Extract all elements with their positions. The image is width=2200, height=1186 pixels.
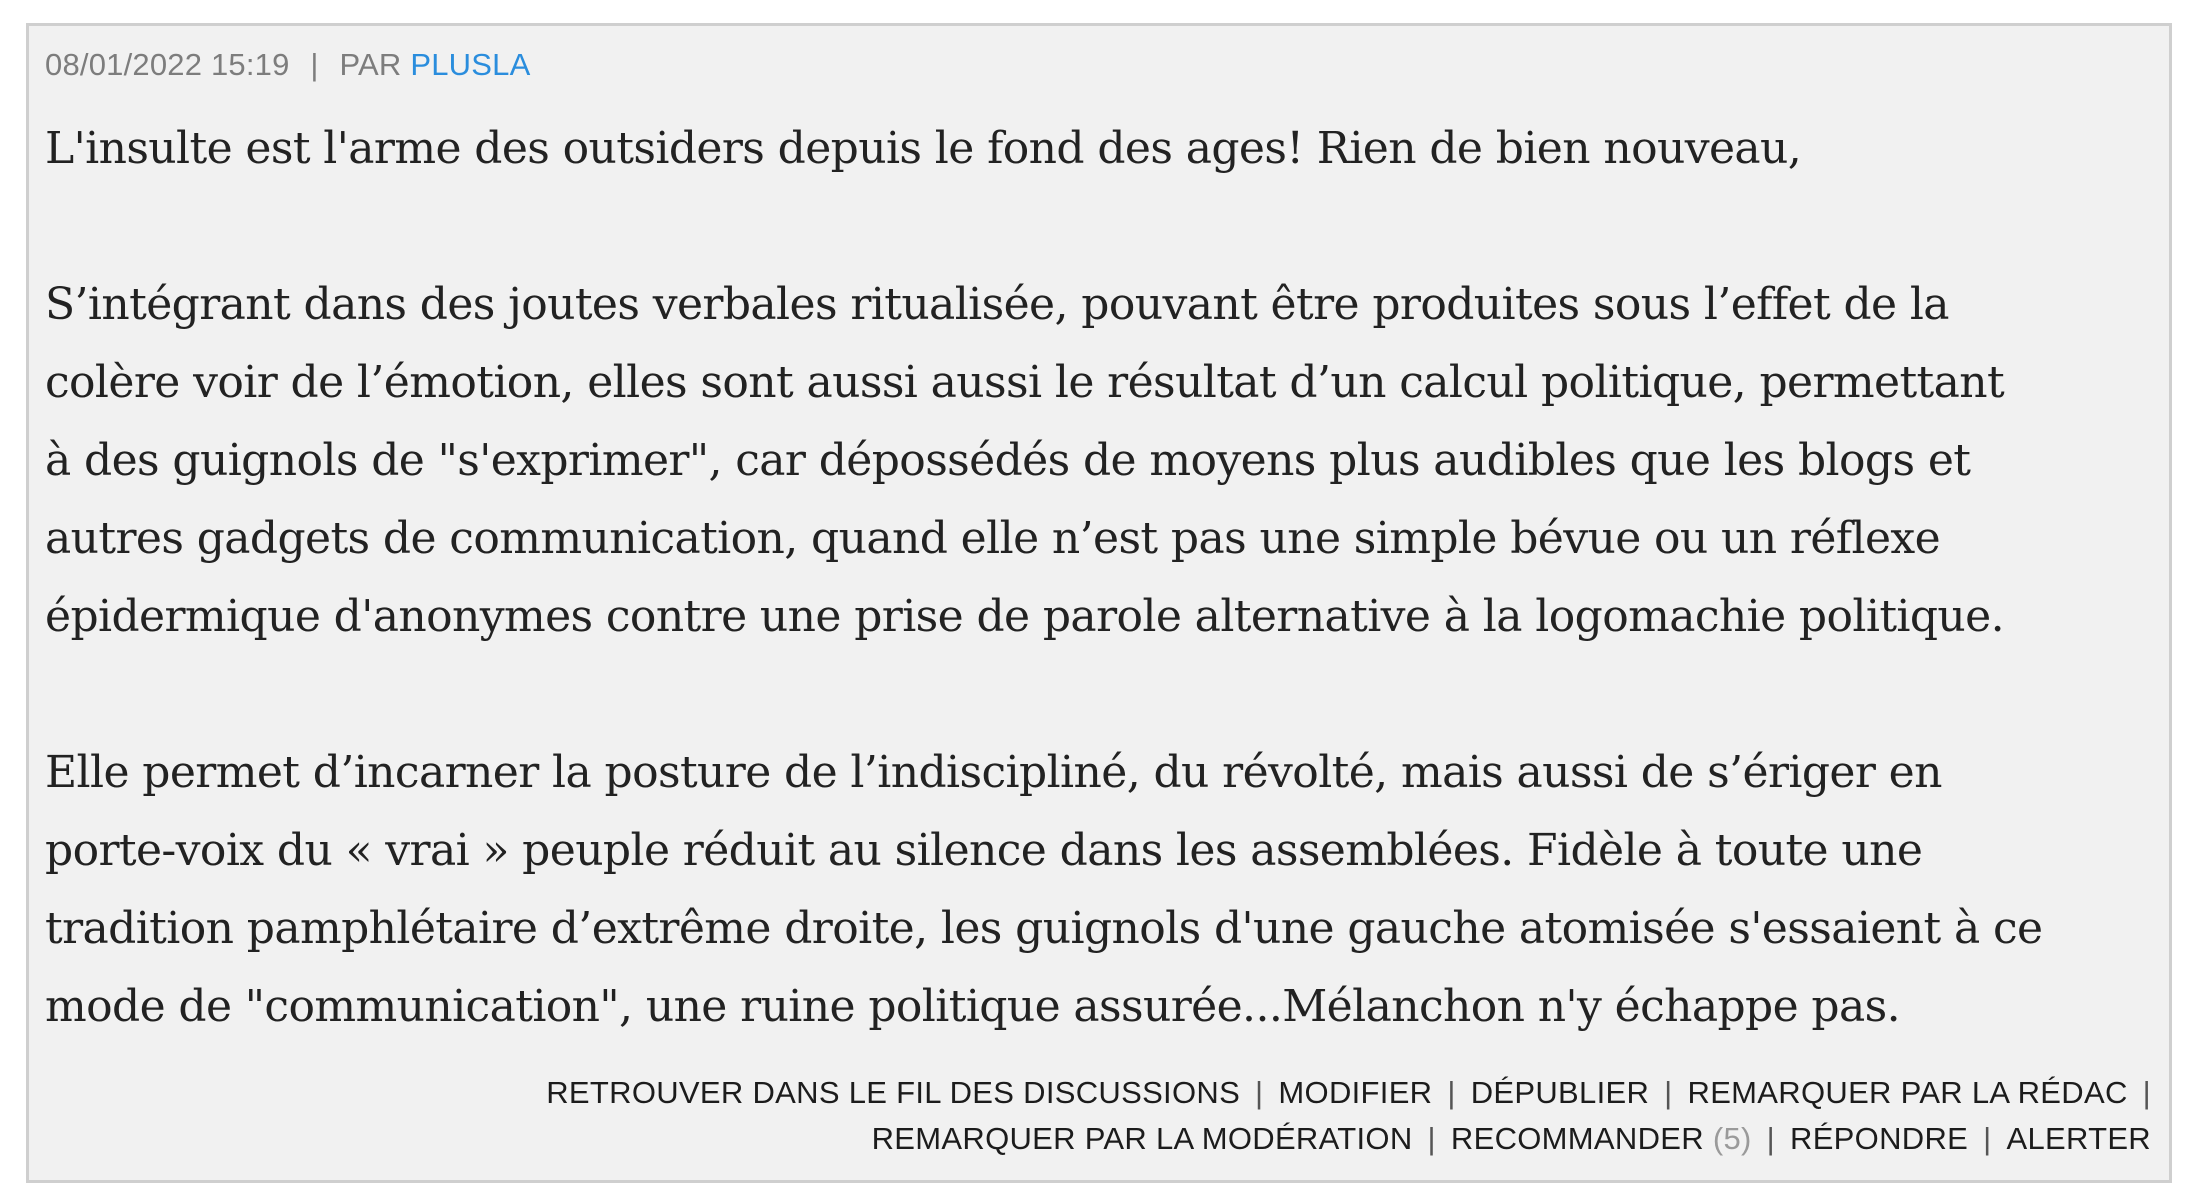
modifier-link[interactable]: MODIFIER bbox=[1278, 1075, 1433, 1110]
comment-body bbox=[45, 110, 2155, 1046]
paragraph-2-line-3: à des guignols de "s'exprimer", car dépossédés de moyens plus audibles que les blogs et bbox=[45, 435, 1971, 486]
meta-separator: | bbox=[310, 47, 319, 82]
action-separator: | bbox=[1255, 1075, 1264, 1110]
recommander-label: RECOMMANDER bbox=[1450, 1121, 1704, 1156]
repondre-link[interactable]: RÉPONDRE bbox=[1790, 1121, 1969, 1156]
paragraph-3-line-1: Elle permet d’incarner la posture de l’indiscipliné, du révolté, mais aussi de s’ériger en bbox=[45, 747, 1942, 798]
action-separator: | bbox=[1664, 1075, 1673, 1110]
author-link[interactable]: PLUSLA bbox=[410, 47, 531, 82]
comment-actions bbox=[351, 1070, 2151, 1162]
comment-meta bbox=[45, 47, 530, 83]
comment-card bbox=[26, 23, 2172, 1183]
action-separator: | bbox=[1427, 1121, 1436, 1156]
recommander-link[interactable] bbox=[1451, 1121, 1752, 1156]
action-separator: | bbox=[1447, 1075, 1456, 1110]
remarquer-moderation-link[interactable]: REMARQUER PAR LA MODÉRATION bbox=[871, 1121, 1413, 1156]
paragraph-3-line-2: porte-voix du « vrai » peuple réduit au silence dans les assemblées. Fidèle à toute une bbox=[45, 825, 1923, 876]
paragraph-2-line-5: épidermique d'anonymes contre une prise de parole alternative à la logomachie politique. bbox=[45, 591, 2004, 642]
paragraph-2-line-2: colère voir de l’émotion, elles sont aussi aussi le résultat d’un calcul politique, permettant bbox=[45, 357, 2005, 408]
alerter-link[interactable]: ALERTER bbox=[2006, 1121, 2151, 1156]
paragraph-3-line-4: mode de "communication", une ruine politique assurée...Mélanchon n'y échappe pas. bbox=[45, 981, 1901, 1032]
action-separator: | bbox=[1983, 1121, 1992, 1156]
paragraph-2-line-1: S’intégrant dans des joutes verbales ritualisée, pouvant être produites sous l’effet de la bbox=[45, 279, 1949, 330]
paragraph-2-line-4: autres gadgets de communication, quand elle n’est pas une simple bévue ou un réflexe bbox=[45, 513, 1941, 564]
action-separator: | bbox=[1766, 1121, 1776, 1156]
comment-datetime: 08/01/2022 15:19 bbox=[45, 47, 290, 82]
remarquer-redac-link[interactable]: REMARQUER PAR LA RÉDAC bbox=[1687, 1075, 2128, 1110]
recommander-count: (5) bbox=[1712, 1121, 1752, 1156]
paragraph-1-line-1: L'insulte est l'arme des outsiders depuis le fond des ages! Rien de bien nouveau, bbox=[45, 123, 1802, 174]
depublier-link[interactable]: DÉPUBLIER bbox=[1470, 1075, 1650, 1110]
by-label: PAR bbox=[339, 47, 402, 82]
actions-row-1 bbox=[351, 1070, 2151, 1116]
actions-row-2 bbox=[351, 1116, 2151, 1162]
paragraph-3-line-3: tradition pamphlétaire d’extrême droite, les guignols d'une gauche atomisée s'essaient à ce bbox=[45, 903, 2043, 954]
action-separator: | bbox=[2142, 1075, 2151, 1110]
retrouver-fil-link[interactable]: RETROUVER DANS LE FIL DES DISCUSSIONS bbox=[546, 1075, 1241, 1110]
